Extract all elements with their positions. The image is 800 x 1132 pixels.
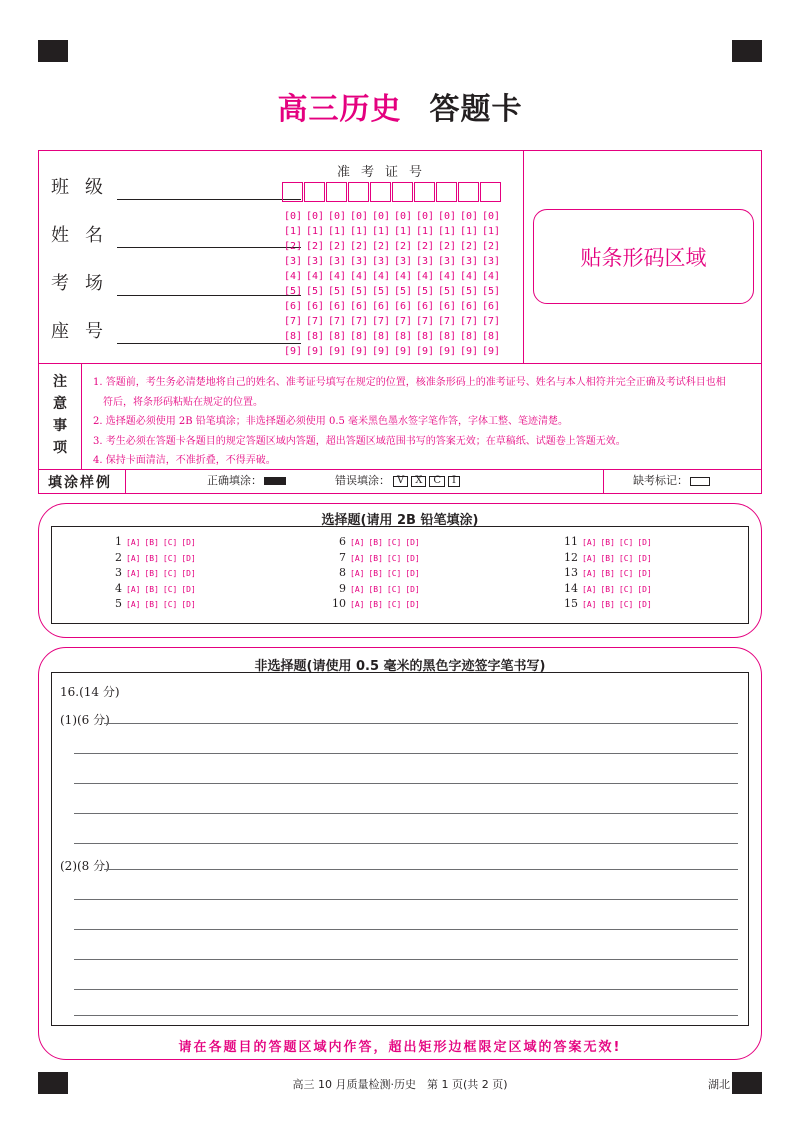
exam-room-field[interactable] (51, 269, 301, 299)
digit-bubble[interactable]: [3] (306, 256, 325, 267)
registration-mark (732, 40, 762, 62)
digit-bubble[interactable]: [0] (372, 211, 391, 222)
digit-bubble[interactable]: [1] (306, 226, 325, 237)
digit-row (284, 239, 504, 254)
option-bubble[interactable]: [A] (582, 538, 597, 547)
exam-room-label: 考场 (51, 273, 119, 294)
digit-bubble[interactable]: [1] (460, 226, 479, 237)
option-bubble[interactable]: [B] (600, 569, 615, 578)
question-number: 12 (564, 550, 578, 564)
option-bubble[interactable]: [C] (162, 538, 178, 547)
digit-bubble[interactable]: [6] (438, 301, 457, 312)
question-number: 1 (115, 535, 122, 548)
digit-bubble[interactable]: [8] (372, 331, 391, 342)
digit-bubble[interactable]: [3] (482, 256, 501, 267)
digit-bubble[interactable]: [4] (460, 271, 479, 282)
answer-line (74, 753, 738, 754)
option-bubble[interactable]: [C] (618, 569, 634, 578)
digit-bubble[interactable]: [4] (416, 271, 435, 282)
note-item: 1. 答题前，考生务必清楚地将自己的姓名、准考证号填写在规定的位置，核准条形码上的准考证号、姓名与本人相符并完全正确及考试科目也相 (93, 377, 726, 388)
digit-bubble[interactable]: [7] (482, 316, 501, 327)
choice-question (106, 535, 200, 548)
option-bubble[interactable]: [B] (600, 553, 615, 563)
info-section (38, 150, 762, 494)
digit-bubble[interactable]: [0] (416, 211, 435, 222)
open-question-section (38, 647, 762, 1060)
digit-bubble[interactable]: [6] (328, 301, 347, 312)
question-number: 7 (339, 550, 346, 564)
digit-bubble[interactable]: [7] (306, 316, 325, 327)
fill-example-title: 填涂样例 (48, 475, 112, 491)
digit-bubble[interactable]: [1] (438, 226, 457, 237)
exam-number-cell[interactable] (480, 182, 501, 202)
region-label: 湖北 (708, 1078, 730, 1091)
digit-bubble[interactable]: [0] (438, 211, 457, 222)
multiple-choice-section (38, 503, 762, 638)
option-bubble[interactable]: [D] (181, 584, 196, 594)
question-number: 15 (564, 597, 578, 610)
title-card: 答题卡 (429, 92, 523, 127)
digit-bubble[interactable]: [0] (482, 211, 501, 222)
option-bubble[interactable]: [A] (350, 600, 365, 609)
option-bubble[interactable]: [C] (618, 600, 634, 609)
answer-line (74, 1015, 738, 1016)
digit-row (284, 344, 504, 359)
choice-question (562, 551, 656, 564)
digit-bubble[interactable]: [9] (372, 346, 391, 357)
question-number: 8 (339, 566, 346, 579)
choice-question (562, 597, 656, 610)
digit-bubble[interactable]: [9] (394, 346, 413, 357)
question-number: 2 (115, 550, 122, 564)
option-bubble[interactable]: [D] (637, 553, 652, 563)
multiple-choice-title: 选择题(请用 2B 铅笔填涂) (321, 513, 479, 528)
digit-bubble[interactable]: [3] (438, 256, 457, 267)
option-bubble[interactable]: [A] (582, 584, 597, 594)
wrong-fill-sample: C (429, 476, 445, 487)
page-footer: 高三 10 月质量检测·历史 第 1 页(共 2 页) (292, 1078, 508, 1091)
choice-question (562, 535, 656, 548)
question-number: 9 (339, 581, 346, 595)
digit-bubble[interactable]: [8] (306, 331, 325, 342)
digit-bubble[interactable]: [1] (416, 226, 435, 237)
barcode-area-label: 贴条形码区域 (580, 245, 707, 270)
option-bubble[interactable]: [D] (181, 569, 196, 578)
seat-number-field[interactable] (51, 317, 301, 347)
digit-bubble[interactable]: [5] (460, 286, 479, 297)
digit-bubble[interactable]: [5] (394, 286, 413, 297)
digit-bubble[interactable]: [9] (284, 346, 303, 357)
question-number: 10 (332, 597, 346, 610)
digit-bubble[interactable]: [4] (328, 271, 347, 282)
digit-bubble[interactable]: [8] (394, 331, 413, 342)
digit-bubble[interactable]: [7] (416, 316, 435, 327)
choice-question (562, 582, 656, 595)
digit-bubble[interactable]: [2] (460, 241, 479, 252)
digit-bubble[interactable]: [2] (416, 241, 435, 252)
option-bubble[interactable]: [B] (600, 584, 615, 594)
digit-bubble[interactable]: [9] (350, 346, 369, 357)
option-bubble[interactable]: [D] (405, 600, 420, 609)
question-number: 6 (339, 535, 346, 548)
absent-mark-label: 缺考标记： (633, 474, 688, 487)
digit-bubble[interactable]: [8] (350, 331, 369, 342)
digit-bubble[interactable]: [5] (482, 286, 501, 297)
option-bubble[interactable]: [A] (350, 538, 365, 547)
answer-area[interactable] (51, 672, 749, 1026)
choice-question (330, 551, 424, 564)
digit-bubble[interactable]: [0] (394, 211, 413, 222)
option-bubble[interactable]: [D] (405, 538, 420, 547)
digit-bubble[interactable]: [1] (394, 226, 413, 237)
exam-number-cell[interactable] (458, 182, 479, 202)
question-number: 5 (115, 597, 122, 610)
digit-bubble[interactable]: [2] (306, 241, 325, 252)
digit-bubble[interactable]: [1] (350, 226, 369, 237)
digit-bubble[interactable]: [2] (284, 241, 303, 252)
digit-bubble[interactable]: [5] (438, 286, 457, 297)
wrong-fill-label: 错误填涂： (335, 474, 390, 487)
digit-bubble[interactable]: [7] (284, 316, 303, 327)
choice-question (330, 535, 424, 548)
option-bubble[interactable]: [B] (368, 600, 383, 609)
question-number: 13 (564, 566, 578, 579)
option-bubble[interactable]: [B] (368, 553, 383, 563)
digit-bubble[interactable]: [7] (438, 316, 457, 327)
digit-bubble[interactable]: [3] (372, 256, 391, 267)
option-bubble[interactable]: [C] (386, 553, 402, 563)
option-bubble[interactable]: [C] (618, 553, 634, 563)
option-bubble[interactable]: [C] (386, 569, 402, 578)
digit-bubble[interactable]: [3] (416, 256, 435, 267)
option-bubble[interactable]: [B] (368, 569, 383, 578)
seat-number-label: 座号 (51, 321, 119, 342)
digit-bubble[interactable]: [0] (284, 211, 303, 222)
digit-bubble[interactable]: [7] (350, 316, 369, 327)
option-bubble[interactable]: [C] (162, 584, 178, 594)
digit-bubble[interactable]: [4] (284, 271, 303, 282)
option-bubble[interactable]: [A] (582, 569, 597, 578)
option-bubble[interactable]: [B] (600, 600, 615, 609)
digit-bubble[interactable]: [8] (416, 331, 435, 342)
digit-bubble[interactable]: [2] (372, 241, 391, 252)
answer-line (74, 959, 738, 960)
digit-bubble[interactable]: [3] (328, 256, 347, 267)
digit-bubble[interactable]: [6] (350, 301, 369, 312)
digit-bubble[interactable]: [5] (372, 286, 391, 297)
answer-line (74, 989, 738, 990)
exam-number-cell[interactable] (282, 182, 303, 202)
option-bubble[interactable]: [C] (386, 538, 402, 547)
exam-number-cell[interactable] (326, 182, 347, 202)
open-question-title: 非选择题(请使用 0.5 毫米的黑色字迹签字笔书写) (254, 659, 546, 674)
digit-row (284, 284, 504, 299)
option-bubble[interactable]: [D] (637, 569, 652, 578)
digit-bubble[interactable]: [0] (306, 211, 325, 222)
digit-row (284, 254, 504, 269)
digit-row (284, 224, 504, 239)
option-bubble[interactable]: [C] (162, 569, 178, 578)
answer-line (104, 723, 738, 724)
notes-text (93, 373, 759, 471)
option-bubble[interactable]: [B] (144, 538, 159, 547)
correct-fill-sample (264, 477, 286, 485)
note-item: 3. 考生必须在答题卡各题目的规定答题区域内答题，超出答题区域范围书写的答案无效；在草稿纸、试题卷上答题无效。 (93, 435, 626, 447)
answer-line (74, 813, 738, 814)
question-number: 14 (564, 581, 578, 595)
exam-number-cell[interactable] (392, 182, 413, 202)
name-label: 姓名 (51, 225, 119, 246)
option-bubble[interactable]: [A] (350, 553, 365, 563)
digit-bubble[interactable]: [4] (350, 271, 369, 282)
option-bubble[interactable]: [B] (144, 600, 159, 609)
option-bubble[interactable]: [B] (144, 553, 159, 563)
answer-line (74, 929, 738, 930)
exam-number-bubbles[interactable] (284, 209, 504, 359)
digit-bubble[interactable]: [0] (460, 211, 479, 222)
digit-bubble[interactable]: [6] (284, 301, 303, 312)
digit-bubble[interactable]: [3] (284, 256, 303, 267)
digit-bubble[interactable]: [8] (460, 331, 479, 342)
choice-question (106, 582, 200, 595)
class-label: 班级 (51, 177, 119, 198)
option-bubble[interactable]: [A] (350, 584, 365, 594)
notes-heading: 注 意 事 项 (53, 374, 67, 456)
barcode-area (533, 209, 754, 304)
digit-bubble[interactable]: [5] (416, 286, 435, 297)
option-bubble[interactable]: [B] (368, 538, 383, 547)
choice-question (106, 597, 200, 610)
digit-bubble[interactable]: [8] (438, 331, 457, 342)
option-bubble[interactable]: [A] (126, 538, 141, 547)
option-bubble[interactable]: [B] (144, 584, 159, 594)
digit-bubble[interactable]: [7] (460, 316, 479, 327)
digit-bubble[interactable]: [5] (328, 286, 347, 297)
page-title (0, 84, 800, 128)
exam-number-cell[interactable] (370, 182, 391, 202)
digit-row (284, 314, 504, 329)
digit-bubble[interactable]: [1] (328, 226, 347, 237)
digit-bubble[interactable]: [1] (284, 226, 303, 237)
exam-number-cell[interactable] (304, 182, 325, 202)
digit-bubble[interactable]: [8] (328, 331, 347, 342)
digit-bubble[interactable]: [9] (328, 346, 347, 357)
digit-bubble[interactable]: [2] (350, 241, 369, 252)
option-bubble[interactable]: [D] (637, 584, 652, 594)
exam-number-cell[interactable] (348, 182, 369, 202)
digit-bubble[interactable]: [4] (306, 271, 325, 282)
option-bubble[interactable]: [D] (637, 538, 652, 547)
digit-bubble[interactable]: [2] (438, 241, 457, 252)
exam-number-cell[interactable] (414, 182, 435, 202)
digit-bubble[interactable]: [8] (284, 331, 303, 342)
wrong-fill-sample: I (448, 476, 460, 487)
multiple-choice-grid (51, 526, 749, 624)
digit-bubble[interactable]: [1] (482, 226, 501, 237)
choice-question (106, 566, 200, 579)
digit-row (284, 329, 504, 344)
registration-mark (38, 40, 68, 62)
option-bubble[interactable]: [A] (126, 584, 141, 594)
digit-bubble[interactable]: [9] (438, 346, 457, 357)
option-bubble[interactable]: [C] (386, 584, 402, 594)
option-bubble[interactable]: [A] (350, 569, 365, 578)
option-bubble[interactable]: [A] (126, 569, 141, 578)
option-bubble[interactable]: [B] (600, 538, 615, 547)
option-bubble[interactable]: [D] (637, 600, 652, 609)
option-bubble[interactable]: [C] (618, 538, 634, 547)
option-bubble[interactable]: [B] (144, 569, 159, 578)
digit-bubble[interactable]: [5] (350, 286, 369, 297)
option-bubble[interactable]: [D] (181, 600, 196, 609)
digit-row (284, 269, 504, 284)
note-item: 符后，将条形码粘贴在规定的位置。 (103, 396, 263, 408)
question-number: 4 (115, 581, 122, 595)
question-16-label: 16.(14 分) (60, 685, 120, 699)
title-subject: 高三历史 (277, 92, 402, 127)
digit-bubble[interactable]: [2] (328, 241, 347, 252)
digit-row (284, 209, 504, 224)
digit-bubble[interactable]: [6] (460, 301, 479, 312)
option-bubble[interactable]: [A] (582, 600, 597, 609)
digit-bubble[interactable]: [7] (394, 316, 413, 327)
digit-bubble[interactable]: [3] (394, 256, 413, 267)
option-bubble[interactable]: [C] (162, 553, 178, 563)
digit-bubble[interactable]: [9] (482, 346, 501, 357)
option-bubble[interactable]: [D] (181, 538, 196, 547)
digit-bubble[interactable]: [5] (306, 286, 325, 297)
correct-fill-label: 正确填涂： (207, 474, 262, 487)
absent-mark-box[interactable] (690, 477, 710, 486)
answer-line (104, 869, 738, 870)
name-field[interactable] (51, 221, 301, 251)
digit-bubble[interactable]: [3] (350, 256, 369, 267)
exam-number-title: 准考证号 (337, 165, 434, 180)
digit-bubble[interactable]: [6] (482, 301, 501, 312)
choice-question (330, 566, 424, 579)
digit-bubble[interactable]: [6] (394, 301, 413, 312)
option-bubble[interactable]: [B] (368, 584, 383, 594)
digit-bubble[interactable]: [7] (328, 316, 347, 327)
digit-bubble[interactable]: [2] (394, 241, 413, 252)
digit-bubble[interactable]: [3] (460, 256, 479, 267)
part-1-label: (1)(6 分) (60, 713, 110, 727)
digit-bubble[interactable]: [0] (350, 211, 369, 222)
question-number: 3 (115, 566, 122, 579)
option-bubble[interactable]: [A] (126, 600, 141, 609)
digit-bubble[interactable]: [4] (372, 271, 391, 282)
digit-bubble[interactable]: [9] (306, 346, 325, 357)
option-bubble[interactable]: [C] (386, 600, 402, 609)
option-bubble[interactable]: [A] (582, 553, 597, 563)
digit-bubble[interactable]: [4] (438, 271, 457, 282)
option-bubble[interactable]: [C] (162, 600, 178, 609)
wrong-fill-sample: X (411, 476, 426, 487)
option-bubble[interactable]: [D] (181, 553, 196, 563)
digit-row (284, 299, 504, 314)
option-bubble[interactable]: [C] (618, 584, 634, 594)
choice-question (562, 566, 656, 579)
wrong-fill-sample: V (393, 476, 408, 487)
exam-number-cells[interactable] (282, 182, 502, 202)
answer-line (74, 783, 738, 784)
digit-bubble[interactable]: [8] (482, 331, 501, 342)
exam-number-cell[interactable] (436, 182, 457, 202)
fill-example-row (39, 469, 763, 494)
note-item: 4. 保持卡面清洁，不准折叠，不得弄破。 (93, 455, 276, 466)
answer-line (74, 899, 738, 900)
part-2-label: (2)(8 分) (60, 859, 110, 873)
option-bubble[interactable]: [D] (405, 553, 420, 563)
digit-bubble[interactable]: [7] (372, 316, 391, 327)
digit-bubble[interactable]: [5] (284, 286, 303, 297)
choice-question (106, 551, 200, 564)
note-item: 2. 选择题必须使用 2B 铅笔填涂；非选择题必须使用 0.5 毫米黑色墨水签字笔作答，字体工整、笔迹清楚。 (93, 416, 569, 427)
choice-question (330, 582, 424, 595)
answer-line (74, 843, 738, 844)
question-number: 11 (564, 535, 578, 548)
digit-bubble[interactable]: [4] (394, 271, 413, 282)
digit-bubble[interactable]: [6] (306, 301, 325, 312)
digit-bubble[interactable]: [6] (416, 301, 435, 312)
digit-bubble[interactable]: [1] (372, 226, 391, 237)
digit-bubble[interactable]: [6] (372, 301, 391, 312)
option-bubble[interactable]: [A] (126, 553, 141, 563)
class-field[interactable] (51, 173, 301, 203)
choice-question (330, 597, 424, 610)
option-bubble[interactable]: [D] (405, 584, 420, 594)
option-bubble[interactable]: [D] (405, 569, 420, 578)
digit-bubble[interactable]: [9] (460, 346, 479, 357)
digit-bubble[interactable]: [2] (482, 241, 501, 252)
digit-bubble[interactable]: [9] (416, 346, 435, 357)
digit-bubble[interactable]: [4] (482, 271, 501, 282)
answer-area-warning: 请在各题目的答题区域内作答，超出矩形边框限定区域的答案无效! (178, 1040, 622, 1055)
digit-bubble[interactable]: [0] (328, 211, 347, 222)
